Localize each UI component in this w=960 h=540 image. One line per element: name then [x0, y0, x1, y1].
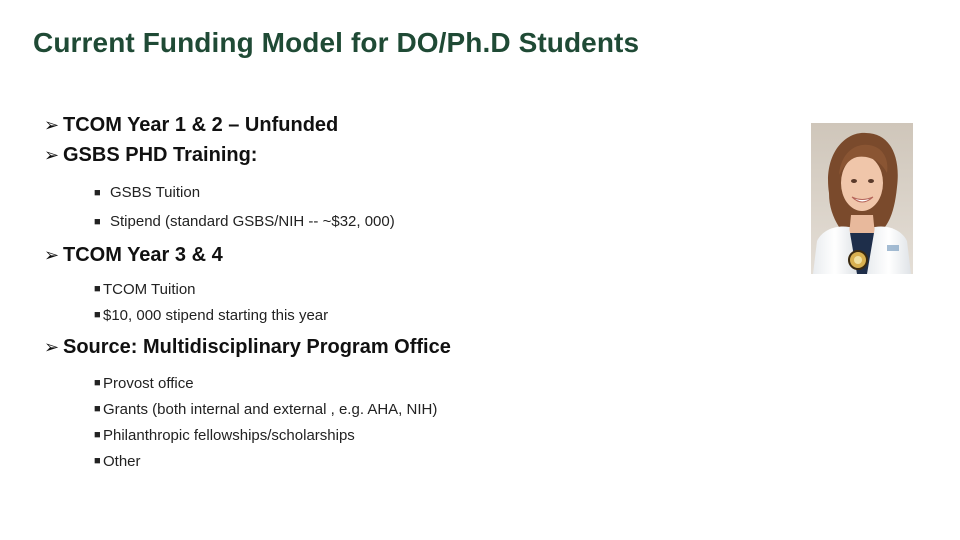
square-bullet-icon: ■: [94, 455, 101, 467]
bullet-list: [44, 110, 784, 474]
square-bullet-icon: ■: [94, 309, 101, 321]
sub-bullet-item: [94, 178, 784, 207]
sub-bullet-text: Other: [103, 452, 141, 470]
square-bullet-icon: ■: [94, 429, 101, 441]
square-bullet-icon: ■: [94, 403, 101, 415]
bullet-tcom-year-1-2: [44, 110, 784, 140]
bullet-text: TCOM Year 1 & 2 – Unfunded: [63, 113, 339, 136]
sub-bullet-text: TCOM Tuition: [103, 280, 196, 298]
sub-bullet-item: [94, 302, 784, 328]
sub-bullet-item: [94, 370, 784, 396]
sub-bullet-text: Stipend (standard GSBS/NIH -- ~$32, 000): [110, 213, 395, 230]
sub-bullet-item: [94, 396, 784, 422]
student-portrait-photo: [811, 123, 913, 274]
sub-bullet-text: Provost office: [103, 374, 194, 392]
sub-bullet-list: [94, 370, 784, 474]
bullet-tcom-year-3-4: [44, 240, 784, 270]
square-bullet-icon: ■: [94, 186, 101, 199]
sub-bullet-text: GSBS Tuition: [110, 184, 201, 201]
slide-title: Current Funding Model for DO/Ph.D Students: [33, 27, 640, 58]
arrow-bullet-icon: ➢: [44, 144, 60, 165]
arrow-bullet-icon: ➢: [44, 114, 60, 135]
portrait-illustration: [811, 123, 913, 274]
square-bullet-icon: ■: [94, 215, 101, 228]
bullet-text: TCOM Year 3 & 4: [63, 243, 223, 266]
sub-bullet-text: Grants (both internal and external , e.g. AHA, NIH): [103, 400, 438, 418]
sub-bullet-text: Philanthropic fellowships/scholarships: [103, 426, 355, 444]
square-bullet-icon: ■: [94, 377, 101, 389]
sub-bullet-text: $10, 000 stipend starting this year: [103, 306, 329, 324]
sub-bullet-list: [94, 276, 784, 328]
bullet-gsbs-phd-training: [44, 140, 784, 170]
sub-bullet-item: [94, 448, 784, 474]
sub-bullet-item: [94, 207, 784, 236]
sub-bullet-list: [94, 178, 784, 236]
square-bullet-icon: ■: [94, 283, 101, 295]
bullet-text: Source: Multidisciplinary Program Office: [63, 335, 451, 358]
arrow-bullet-icon: ➢: [44, 336, 60, 357]
bullet-text: GSBS PHD Training:: [63, 143, 258, 166]
bullet-source: [44, 332, 784, 362]
sub-bullet-item: [94, 422, 784, 448]
arrow-bullet-icon: ➢: [44, 244, 60, 265]
sub-bullet-item: [94, 276, 784, 302]
